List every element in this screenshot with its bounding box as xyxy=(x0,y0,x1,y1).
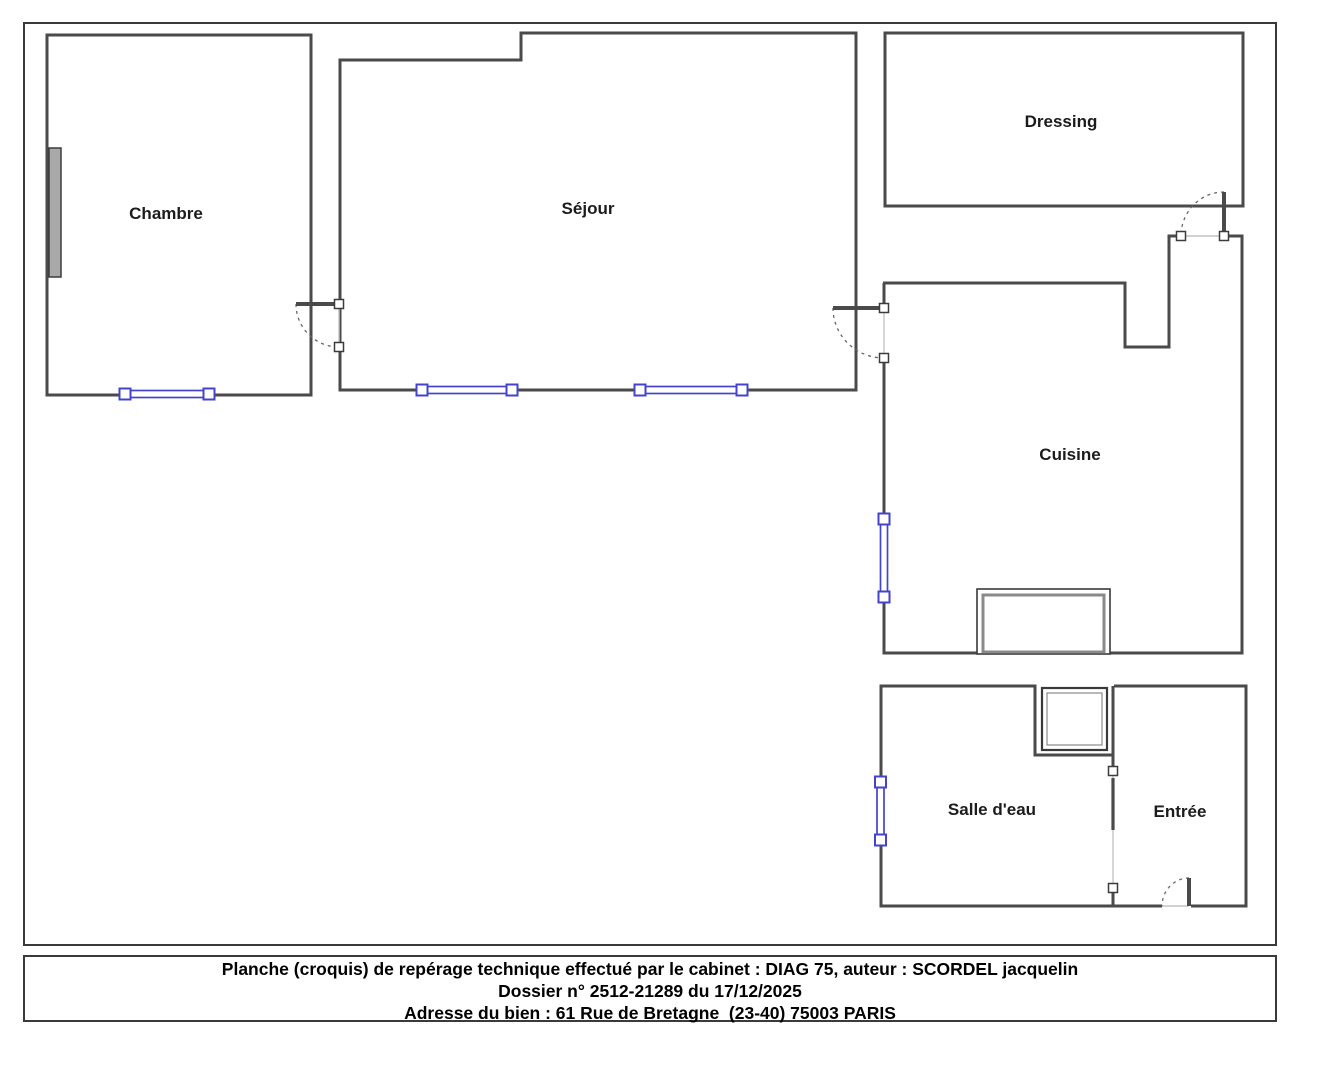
plan-border xyxy=(23,22,1277,946)
room-label-chambre: Chambre xyxy=(129,204,203,223)
room-label-dressing: Dressing xyxy=(1024,112,1098,131)
room-label-entree: Entrée xyxy=(1153,802,1207,821)
caption-box xyxy=(23,955,1277,1022)
caption-line-2: Dossier n° 2512-21289 du 17/12/2025 xyxy=(498,981,802,1001)
room-label-sejour: Séjour xyxy=(561,199,615,218)
caption-line-1: Planche (croquis) de repérage technique effectué par le cabinet : DIAG 75, auteur : SCORDEL jacquelin xyxy=(221,959,1079,979)
room-label-salledeau: Salle d'eau xyxy=(947,800,1037,819)
room-label-cuisine: Cuisine xyxy=(1039,445,1101,464)
caption-line-3: Adresse du bien : 61 Rue de Bretagne (23-40) 75003 PARIS xyxy=(404,1003,896,1023)
